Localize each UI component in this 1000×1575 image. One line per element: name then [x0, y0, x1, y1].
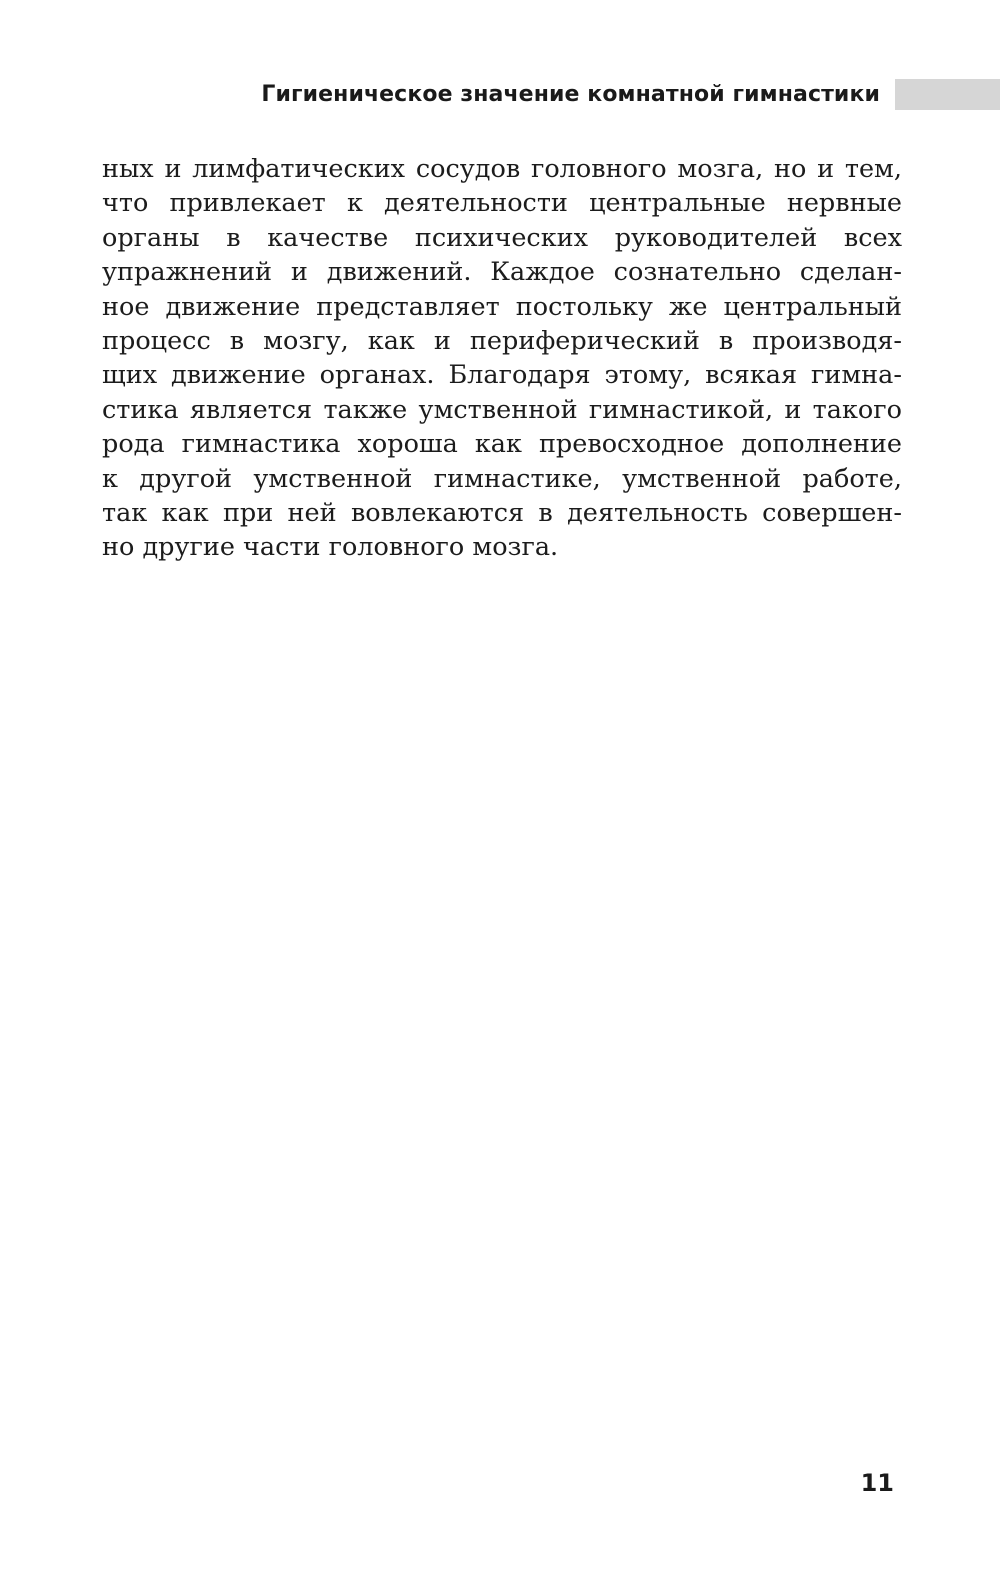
text-line: органы в качестве психических руководителей всех: [102, 222, 902, 253]
body-paragraph: [102, 152, 902, 565]
text-line: щих движение органах. Благодаря этому, всякая гимна-: [102, 360, 902, 391]
text-line: процесс в мозгу, как и периферический в производя-: [102, 326, 902, 357]
running-head-title: Гигиеническое значение комнатной гимнастики: [261, 82, 880, 107]
text-line: ное движение представляет постольку же центральный: [102, 291, 902, 322]
text-line: ных и лимфатических сосудов головного мозга, но и тем,: [102, 154, 902, 184]
text-line: но другие части головного мозга.: [102, 532, 559, 563]
text-line: рода гимнастика хороша как превосходное дополнение: [102, 429, 902, 460]
header-tab-marker: [895, 79, 1000, 110]
text-line: к другой умственной гимнастике, умственной работе,: [102, 463, 902, 494]
text-line: что привлекает к деятельности центральные нервные: [102, 188, 902, 219]
text-line: стика является также умственной гимнастикой, и такого: [102, 394, 902, 425]
text-line: упражнений и движений. Каждое сознательно сделан-: [102, 257, 902, 288]
text-line: так как при ней вовлекаются в деятельность совершен-: [102, 498, 902, 529]
page-number: 11: [860, 1469, 894, 1497]
